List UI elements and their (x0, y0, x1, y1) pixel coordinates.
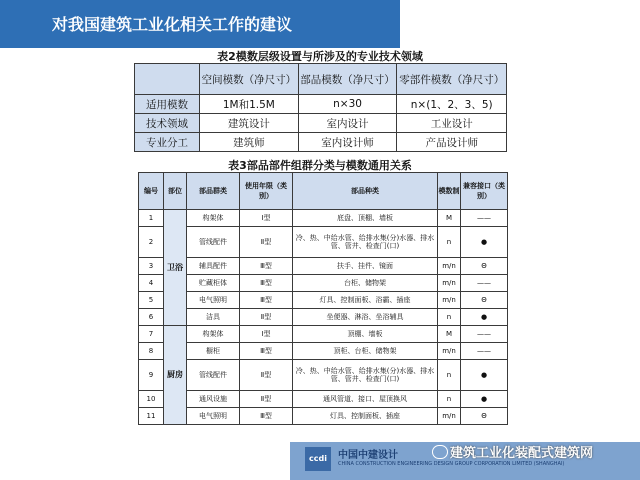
table3-cell-iface: Θ (461, 258, 508, 275)
table3-header-cell: 使用年限（类别） (240, 173, 293, 210)
table3-cell-iface: —— (461, 210, 508, 227)
table3-cell-kind: 坐便器、淋浴、坐浴辅具 (293, 309, 438, 326)
table3-cell-iface: ● (461, 227, 508, 258)
table3-row (139, 408, 508, 425)
table3-row (139, 343, 508, 360)
table2-cell: 室内设计师 (298, 133, 397, 152)
table3-cell-life: Ⅲ型 (240, 343, 293, 360)
table3-cell-kind: 扶手、挂件、镜面 (293, 258, 438, 275)
table3-cell-no: 6 (139, 309, 164, 326)
table2-row-header: 专业分工 (135, 133, 200, 152)
table3-cell-mod: m/n (438, 408, 461, 425)
table2-row (135, 95, 507, 114)
table3-cell-no: 1 (139, 210, 164, 227)
table3-caption: 表3部品部件组群分类与模数通用关系 (228, 159, 412, 172)
table3-row (139, 309, 508, 326)
table3-cell-iface: ● (461, 309, 508, 326)
title-bar (0, 0, 400, 48)
table3-cell-kind: 冷、热、中给水管、给排水集(分)水器、排水管、管井、检查门(口) (293, 360, 438, 391)
table3-row (139, 258, 508, 275)
table3-cell-kind: 顶棚、墙板 (293, 326, 438, 343)
table2-cell: 建筑师 (200, 133, 299, 152)
table3-cell-life: Ⅲ型 (240, 275, 293, 292)
watermark-text: 建筑工业化装配式建筑网 (450, 446, 594, 461)
table3-cell-iface: —— (461, 326, 508, 343)
table2-row-header: 适用模数 (135, 95, 200, 114)
table3-cell-iface: ● (461, 360, 508, 391)
table3-cell-iface: Θ (461, 408, 508, 425)
table3-cell-group: 构架体 (187, 210, 240, 227)
table2-row-header: 技术领域 (135, 114, 200, 133)
table3-cell-no: 8 (139, 343, 164, 360)
table3-row (139, 292, 508, 309)
table2-cell: n×30 (298, 95, 397, 114)
table3-cell-life: Ⅱ型 (240, 360, 293, 391)
table3-cell-iface: —— (461, 343, 508, 360)
table3-cell-no: 5 (139, 292, 164, 309)
table3-cell-life: Ⅲ型 (240, 258, 293, 275)
table3-header-row (139, 173, 508, 210)
table3-cell-group: 辅具配件 (187, 258, 240, 275)
table3-cell-kind: 台柜、储物架 (293, 275, 438, 292)
table3-cell-mod: M (438, 326, 461, 343)
table2-row (135, 114, 507, 133)
table3-cell-iface: ● (461, 391, 508, 408)
table3-cell-kind: 顶柜、台柜、储物架 (293, 343, 438, 360)
table3-cell-group: 通风设施 (187, 391, 240, 408)
table3-row (139, 210, 508, 227)
table3-cell-group: 管线配件 (187, 360, 240, 391)
wechat-icon (432, 445, 448, 459)
table2 (134, 63, 507, 152)
table3-row (139, 360, 508, 391)
table3-cell-mod: n (438, 227, 461, 258)
table3-row (139, 326, 508, 343)
table2-cell: n×(1、2、3、5) (397, 95, 507, 114)
table3-cell-kind: 冷、热、中给水管、给排水集(分)水器、排水管、管井、检查门(口) (293, 227, 438, 258)
table3-cell-no: 2 (139, 227, 164, 258)
table3-cell-iface: —— (461, 275, 508, 292)
table3-cell-kind: 底盘、顶棚、墙板 (293, 210, 438, 227)
company-name-cn: 中国中建设计 (338, 450, 398, 461)
table2-cell: 建筑设计 (200, 114, 299, 133)
table3-header-cell: 模数制 (438, 173, 461, 210)
table3-row (139, 275, 508, 292)
table3-cell-mod: n (438, 309, 461, 326)
table2-cell: 1M和1.5M (200, 95, 299, 114)
table3-cell-no: 9 (139, 360, 164, 391)
table3-cell-no: 10 (139, 391, 164, 408)
table3-cell-life: Ⅰ型 (240, 210, 293, 227)
table3-cell-life: Ⅲ型 (240, 292, 293, 309)
table3-cell-mod: m/n (438, 292, 461, 309)
table3-cell-group: 贮藏柜体 (187, 275, 240, 292)
table2-caption: 表2模数层级设置与所涉及的专业技术领域 (217, 50, 423, 63)
table3-cell-mod: M (438, 210, 461, 227)
table3-row (139, 391, 508, 408)
table3-cell-group: 橱柜 (187, 343, 240, 360)
table3-cell-life: Ⅱ型 (240, 227, 293, 258)
table3-cell-area: 厨房 (164, 326, 187, 425)
table3-header-cell: 编号 (139, 173, 164, 210)
table2-header-row (135, 64, 507, 95)
table3-header-cell: 兼容接口（类别） (461, 173, 508, 210)
company-name-en: CHINA CONSTRUCTION ENGINEERING DESIGN GROUP CORPORATION LIMITED (SHANGHAI) (338, 461, 565, 467)
table3-cell-mod: m/n (438, 275, 461, 292)
table2-header-cell: 空间模数（净尺寸） (200, 64, 299, 95)
table3-header-cell: 部品群类 (187, 173, 240, 210)
table3-cell-life: Ⅲ型 (240, 408, 293, 425)
table3 (138, 172, 508, 425)
table3-header-cell: 部位 (164, 173, 187, 210)
table3-cell-life: Ⅱ型 (240, 391, 293, 408)
table3-row (139, 227, 508, 258)
table2-header-cell: 零部件模数（净尺寸） (397, 64, 507, 95)
slide-title: 对我国建筑工业化相关工作的建议 (52, 15, 293, 34)
table3-cell-area: 卫浴 (164, 210, 187, 326)
table3-cell-group: 电气照明 (187, 408, 240, 425)
table2-cell: 产品设计师 (397, 133, 507, 152)
table3-cell-group: 管线配件 (187, 227, 240, 258)
table3-cell-mod: m/n (438, 258, 461, 275)
table3-cell-no: 11 (139, 408, 164, 425)
table2-row (135, 133, 507, 152)
table3-cell-mod: m/n (438, 343, 461, 360)
table2-header-cell (135, 64, 200, 95)
table3-cell-no: 7 (139, 326, 164, 343)
table2-cell: 工业设计 (397, 114, 507, 133)
table2-header-cell: 部品模数（净尺寸） (298, 64, 397, 95)
table3-cell-kind: 灯具、控制面板、插座 (293, 408, 438, 425)
table3-cell-group: 洁具 (187, 309, 240, 326)
table3-header-cell: 部品种类 (293, 173, 438, 210)
table3-cell-life: Ⅰ型 (240, 326, 293, 343)
table3-cell-no: 3 (139, 258, 164, 275)
table3-cell-kind: 灯具、控制面板、浴霸、插座 (293, 292, 438, 309)
company-logo: ccdi (305, 447, 331, 471)
table3-cell-no: 4 (139, 275, 164, 292)
table2-cell: 室内设计 (298, 114, 397, 133)
table3-cell-kind: 通风管道、接口、屋顶换风 (293, 391, 438, 408)
table3-cell-group: 构架体 (187, 326, 240, 343)
table3-cell-life: Ⅱ型 (240, 309, 293, 326)
table3-cell-group: 电气照明 (187, 292, 240, 309)
table3-cell-mod: n (438, 391, 461, 408)
table3-cell-mod: n (438, 360, 461, 391)
table3-body (139, 210, 508, 425)
table3-cell-iface: Θ (461, 292, 508, 309)
